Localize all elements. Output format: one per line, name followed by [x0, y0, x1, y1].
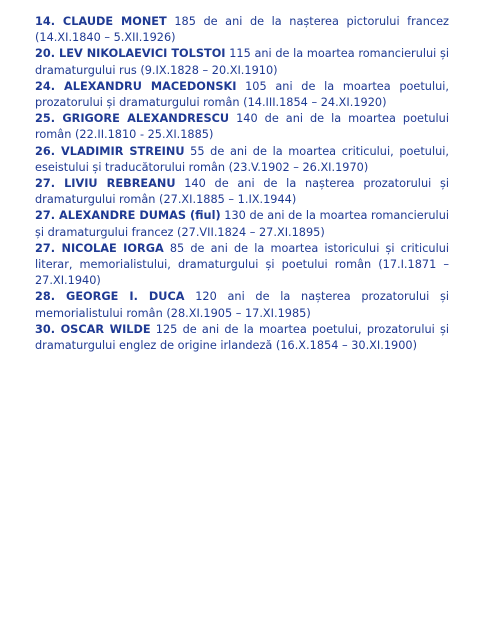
document-page — [35, 14, 449, 354]
entry-text: 120 ani de la nașterea prozatorului și memorialistului român (28.XI.1905 – 17.XI.1985) — [35, 290, 449, 320]
entry-heading: 14. CLAUDE MONET — [35, 15, 167, 28]
entry-claude-monet — [35, 14, 449, 46]
entry-heading: 26. VLADIMIR STREINU — [35, 144, 185, 158]
entry-text: 115 ani de la moartea romancierului și dramaturgului rus (9.IX.1828 – 20.XI.1910) — [35, 47, 449, 77]
entry-george-duca — [35, 289, 449, 321]
entry-heading: 30. OSCAR WILDE — [35, 322, 151, 336]
entry-lev-tolstoi — [35, 46, 449, 78]
entry-nicolae-iorga — [35, 241, 449, 290]
entry-text: 85 de ani de la moartea istoricului și criticului literar, memorialistului, dramaturgului și poetului român (17.I.1871 – 27.XI.1940) — [35, 241, 450, 288]
entry-heading: 25. GRIGORE ALEXANDRESCU — [35, 112, 230, 126]
entry-text: 55 de ani de la moartea criticului, poetului, eseistului și traducătorului român (23.V.1902 – 26.XI.1970) — [35, 144, 449, 174]
entry-liviu-rebreanu — [35, 176, 449, 208]
entry-text: 105 ani de la moartea poetului, prozatorului și dramaturgului român (14.III.1854 – 24.XI.1920) — [35, 79, 449, 110]
entry-text: 130 de ani de la moartea romancierului și dramaturgului francez (27.VII.1824 – 27.XI.1895) — [35, 209, 449, 239]
entry-alexandru-macedonski — [35, 79, 449, 111]
entry-oscar-wilde — [35, 322, 449, 354]
entry-vladimir-streinu — [35, 144, 449, 176]
entry-heading: 24. ALEXANDRU MACEDONSKI — [35, 79, 237, 93]
entry-grigore-alexandrescu — [35, 111, 449, 143]
entry-heading: 27. LIVIU REBREANU — [35, 177, 176, 191]
entry-heading: 28. GEORGE I. DUCA — [35, 290, 185, 304]
entry-text: 125 de ani de la moartea poetului, prozatorului și dramaturgului englez de origine irlandeză (16.X.1854 – 30.XI.1900) — [35, 322, 450, 353]
entry-heading: 27. ALEXANDRE DUMAS (fiul) — [35, 209, 221, 223]
entry-alexandre-dumas — [35, 208, 449, 240]
entry-text: 185 de ani de la nașterea pictorului francez (14.XI.1840 – 5.XII.1926) — [35, 15, 449, 45]
entry-heading: 20. LEV NIKOLAEVICI TOLSTOI — [35, 47, 226, 61]
entry-text: 140 de ani de la moartea poetului român (22.II.1810 - 25.XI.1885) — [35, 112, 449, 142]
entry-heading: 27. NICOLAE IORGA — [35, 241, 164, 255]
entry-text: 140 de ani de la nașterea prozatorului și dramaturgului român (27.XI.1885 – 1.IX.1944) — [35, 177, 449, 207]
